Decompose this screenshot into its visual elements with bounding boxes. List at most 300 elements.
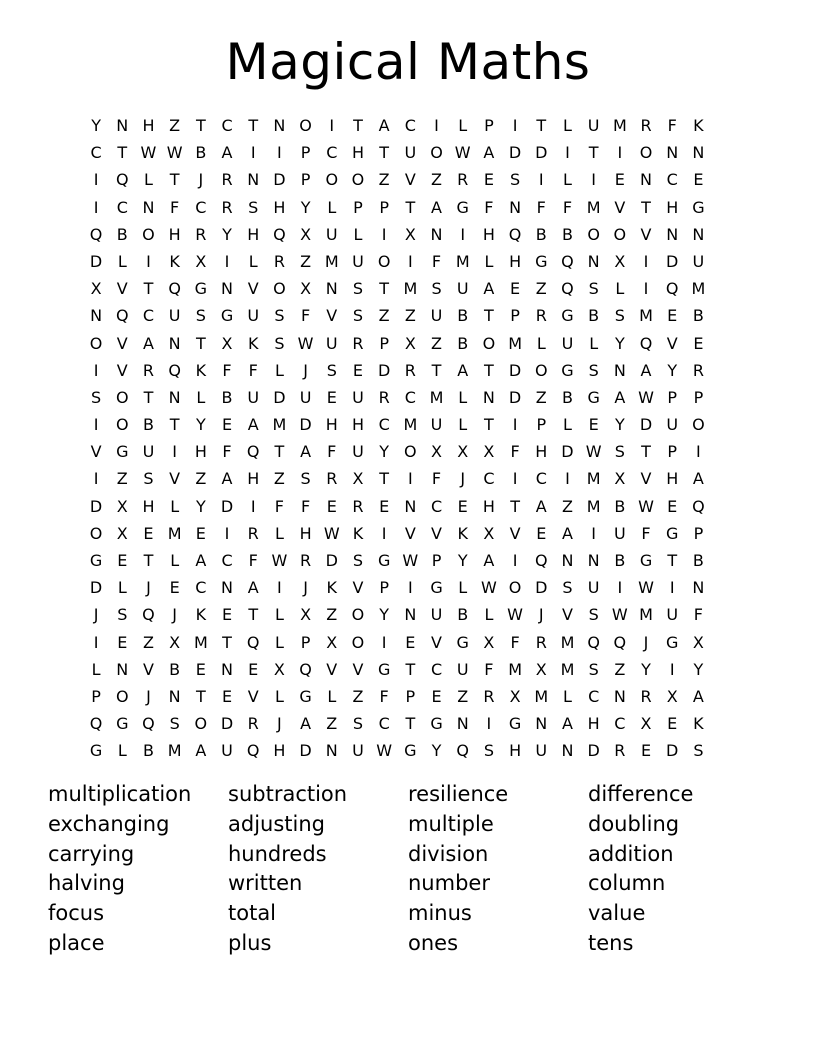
grid-letter: P [405, 686, 416, 706]
grid-letter: A [378, 116, 390, 135]
grid-letter: W [323, 523, 340, 543]
grid-letter: F [431, 469, 442, 489]
grid-letter: X [483, 523, 495, 543]
grid-letter: Y [693, 659, 704, 679]
grid-letter: H [194, 442, 207, 462]
grid-letter: L [274, 605, 284, 625]
grid-letter: D [535, 143, 548, 163]
grid-letter: Y [614, 333, 625, 353]
grid-letter: C [221, 551, 233, 570]
grid-letter: L [353, 224, 363, 244]
grid-letter: W [166, 143, 183, 163]
grid-letter: E [221, 605, 233, 625]
grid-letter: N [168, 387, 181, 407]
word-list-item: number [408, 871, 490, 896]
grid-letter: K [457, 523, 468, 543]
grid-letter: S [300, 469, 311, 489]
grid-letter: L [117, 251, 127, 271]
grid-letter: W [271, 551, 288, 570]
grid-letter: L [274, 632, 284, 652]
grid-letter: D [89, 578, 103, 598]
grid-letter: O [142, 224, 155, 244]
grid-letter: U [299, 387, 312, 407]
grid-letter: Y [379, 442, 390, 462]
grid-letter: P [693, 387, 704, 407]
grid-letter: F [170, 197, 180, 217]
grid-letter: Y [457, 551, 468, 570]
grid-letter: P [536, 415, 547, 435]
grid-letter: P [300, 632, 311, 652]
grid-letter: H [351, 143, 364, 163]
grid-letter: X [614, 251, 626, 271]
grid-letter: X [431, 442, 443, 462]
grid-letter: P [693, 523, 704, 543]
grid-letter: R [142, 360, 155, 380]
grid-letter: D [666, 251, 679, 271]
grid-letter: S [588, 605, 599, 625]
grid-letter: A [561, 523, 573, 543]
grid-letter: U [666, 605, 679, 625]
grid-letter: F [484, 659, 494, 679]
grid-letter: B [561, 224, 573, 244]
grid-letter: S [91, 387, 102, 407]
grid-letter: V [326, 306, 338, 326]
grid-letter: Y [195, 415, 206, 435]
grid-letter: T [195, 116, 206, 135]
grid-letter: O [587, 224, 600, 244]
grid-letter: D [89, 251, 103, 271]
grid-letter: I [93, 197, 99, 217]
grid-letter: H [351, 415, 364, 435]
word-list-item: written [228, 871, 303, 896]
grid-letter: G [430, 578, 443, 598]
grid-letter: X [404, 333, 416, 353]
grid-letter: S [274, 333, 285, 353]
grid-letter: O [89, 523, 103, 543]
grid-letter: P [667, 442, 678, 462]
grid-letter: X [509, 686, 521, 706]
grid-letter: N [640, 170, 653, 190]
grid-letter: K [195, 360, 207, 380]
grid-letter: N [482, 387, 495, 407]
word-list-item: exchanging [48, 811, 170, 836]
grid-letter: E [693, 333, 704, 353]
grid-letter: V [404, 523, 416, 543]
word-list [48, 780, 768, 959]
grid-letter: D [508, 387, 522, 407]
grid-letter: G [692, 197, 705, 217]
grid-letter: E [457, 496, 468, 516]
grid-letter: I [512, 469, 518, 489]
word-list-item: addition [588, 841, 674, 866]
grid-letter: U [352, 251, 364, 271]
grid-letter: L [196, 387, 206, 407]
grid-letter: N [325, 279, 338, 299]
grid-letter: U [666, 415, 679, 435]
grid-letter: Z [404, 306, 416, 326]
grid-letter: V [247, 686, 259, 706]
grid-letter: L [458, 116, 468, 135]
grid-letter: C [221, 116, 233, 135]
grid-letter: C [116, 197, 128, 217]
grid-letter: O [351, 632, 365, 652]
grid-letter: M [403, 415, 418, 435]
grid-letter: J [460, 469, 466, 489]
grid-letter: C [404, 387, 416, 407]
grid-letter: C [430, 496, 443, 516]
word-list-item: halving [48, 871, 125, 896]
word-list-item: total [228, 901, 277, 926]
grid-letter: H [535, 442, 548, 462]
word-list-item: tens [588, 930, 634, 955]
grid-letter: I [381, 224, 387, 244]
grid-letter: O [508, 578, 522, 598]
grid-letter: W [480, 578, 497, 598]
grid-letter: U [692, 251, 705, 271]
grid-letter: K [326, 578, 338, 598]
grid-letter: E [693, 170, 704, 190]
grid-letter: I [669, 578, 675, 598]
grid-letter: Q [115, 306, 129, 326]
grid-letter: A [221, 143, 233, 163]
grid-letter: E [667, 714, 678, 734]
grid-letter: N [666, 224, 679, 244]
grid-letter: S [614, 306, 625, 326]
grid-letter: T [248, 605, 259, 625]
grid-letter: T [641, 197, 651, 217]
grid-letter: R [483, 686, 495, 706]
grid-letter: G [116, 714, 129, 734]
grid-letter: T [195, 686, 206, 706]
grid-letter: T [143, 387, 154, 407]
word-list-item: plus [228, 930, 272, 955]
grid-letter: T [222, 632, 232, 652]
grid-letter: M [167, 741, 182, 761]
grid-letter: U [221, 741, 233, 761]
grid-letter: V [561, 605, 573, 625]
grid-letter: S [352, 714, 364, 734]
grid-letter: V [116, 333, 128, 353]
grid-letter: Q [534, 551, 548, 570]
grid-letter: C [404, 116, 416, 135]
grid-letter: U [247, 387, 260, 407]
grid-letter: L [615, 279, 625, 299]
grid-letter: H [247, 469, 260, 489]
grid-letter: J [538, 605, 544, 625]
grid-letter: F [222, 360, 232, 380]
grid-letter: Z [614, 659, 626, 679]
grid-letter: T [667, 551, 678, 570]
grid-letter: V [247, 279, 259, 299]
grid-letter: E [117, 632, 128, 652]
grid-letter: F [562, 197, 573, 217]
grid-letter: I [512, 116, 518, 135]
grid-letter: B [692, 551, 704, 570]
grid-letter: B [221, 387, 233, 407]
grid-letter: Z [142, 632, 154, 652]
grid-letter: V [614, 197, 626, 217]
grid-letter: H [509, 251, 522, 271]
grid-letter: G [508, 714, 522, 734]
grid-letter: G [116, 442, 129, 462]
grid-letter: I [172, 442, 178, 462]
grid-letter: Q [299, 659, 312, 679]
grid-letter: N [404, 496, 417, 516]
grid-letter: E [405, 632, 416, 652]
grid-letter: P [379, 333, 389, 353]
grid-letter: W [507, 605, 523, 625]
grid-letter: I [407, 251, 413, 271]
grid-letter: T [379, 279, 390, 299]
grid-letter: I [565, 143, 570, 163]
grid-letter: E [667, 496, 678, 516]
grid-letter: M [639, 306, 653, 326]
grid-letter: B [692, 306, 704, 326]
grid-letter: P [379, 197, 389, 217]
grid-letter: I [250, 143, 256, 163]
grid-letter: B [457, 306, 469, 326]
grid-letter: A [457, 360, 469, 380]
grid-letter: K [352, 523, 364, 543]
word-list-item: adjusting [228, 811, 325, 836]
grid-letter: Q [561, 251, 574, 271]
grid-letter: X [640, 714, 652, 734]
grid-letter: R [692, 360, 704, 380]
grid-letter: Y [195, 496, 206, 516]
grid-letter: D [273, 170, 286, 190]
grid-letter: I [277, 143, 282, 163]
grid-letter: T [169, 170, 180, 190]
grid-letter: I [512, 551, 518, 570]
grid-letter: B [614, 496, 626, 516]
grid-letter: C [378, 415, 390, 435]
grid-letter: N [221, 659, 234, 679]
grid-letter: R [300, 551, 312, 570]
grid-letter: X [326, 632, 338, 652]
grid-letter: Q [508, 224, 522, 244]
grid-letter: Q [89, 714, 103, 734]
grid-letter: N [221, 279, 234, 299]
grid-letter: U [430, 306, 443, 326]
grid-letter: S [562, 578, 573, 598]
grid-letter: V [509, 523, 521, 543]
grid-letter: M [403, 279, 418, 299]
grid-letter: L [91, 659, 101, 679]
grid-letter: V [666, 333, 678, 353]
grid-letter: E [640, 741, 652, 761]
grid-letter: A [195, 741, 207, 761]
grid-letter: V [640, 469, 652, 489]
grid-letter: X [195, 251, 207, 271]
grid-letter: C [326, 143, 338, 163]
grid-letter: D [325, 551, 338, 570]
grid-letter: A [561, 714, 573, 734]
grid-letter: T [379, 143, 390, 163]
grid-letter: U [142, 442, 155, 462]
grid-letter: R [614, 741, 626, 761]
grid-letter: E [195, 523, 206, 543]
grid-letter: K [693, 714, 704, 734]
grid-letter: R [535, 306, 547, 326]
grid-letter: C [142, 306, 155, 326]
grid-letter: Q [665, 279, 679, 299]
grid-letter: G [194, 279, 208, 299]
grid-letter: N [561, 551, 574, 570]
grid-letter: G [561, 306, 574, 326]
grid-letter: L [536, 333, 546, 353]
grid-letter: F [536, 197, 546, 217]
word-list-item: focus [48, 901, 105, 926]
grid-letter: U [587, 578, 600, 598]
grid-letter: R [640, 116, 652, 135]
grid-letter: O [299, 116, 312, 135]
grid-letter: S [274, 306, 285, 326]
grid-letter: P [379, 578, 389, 598]
grid-letter: H [509, 741, 522, 761]
grid-letter: X [300, 605, 312, 625]
grid-letter: O [430, 143, 443, 163]
grid-letter: V [352, 578, 364, 598]
grid-letter: L [117, 578, 127, 598]
grid-letter: T [143, 551, 154, 570]
grid-letter: H [482, 224, 495, 244]
grid-letter: S [326, 360, 337, 380]
grid-letter: L [170, 496, 180, 516]
grid-letter: B [614, 551, 626, 570]
grid-letter: A [535, 496, 547, 516]
grid-letter: B [588, 306, 600, 326]
grid-letter: Z [378, 170, 390, 190]
grid-letter: D [535, 578, 548, 598]
grid-letter: X [666, 686, 678, 706]
grid-letter: N [168, 686, 181, 706]
grid-letter: Q [561, 279, 574, 299]
grid-letter: T [484, 306, 494, 326]
grid-letter: Y [641, 659, 651, 679]
word-list-item: carrying [48, 841, 135, 866]
grid-letter: L [563, 415, 572, 435]
grid-letter: D [666, 741, 679, 761]
grid-letter: Y [379, 605, 390, 625]
grid-letter: T [274, 442, 285, 462]
grid-letter: A [483, 551, 495, 570]
grid-letter: J [146, 578, 151, 598]
grid-letter: X [116, 496, 128, 516]
grid-letter: I [486, 714, 492, 734]
grid-letter: N [404, 605, 417, 625]
grid-letter: E [431, 686, 442, 706]
grid-letter: I [643, 251, 649, 271]
word-list-item: minus [408, 901, 472, 926]
grid-letter: E [248, 659, 259, 679]
grid-letter: K [169, 251, 180, 271]
grid-letter: D [561, 442, 574, 462]
grid-letter: N [221, 578, 234, 598]
grid-letter: Q [142, 714, 155, 734]
grid-letter: O [115, 387, 129, 407]
grid-letter: L [144, 170, 153, 190]
word-list-item: value [588, 901, 646, 926]
grid-letter: V [404, 170, 416, 190]
grid-letter: X [90, 279, 102, 299]
grid-letter: X [116, 523, 128, 543]
grid-letter: S [195, 306, 206, 326]
grid-letter: Q [168, 360, 181, 380]
grid-letter: C [535, 469, 547, 489]
grid-letter: T [405, 197, 416, 217]
grid-letter: U [456, 659, 469, 679]
grid-letter: E [510, 279, 521, 299]
grid-letter: I [565, 469, 570, 489]
grid-letter: G [666, 523, 679, 543]
grid-letter: O [534, 360, 548, 380]
grid-letter: X [352, 469, 364, 489]
grid-letter: W [140, 143, 157, 163]
grid-letter: U [325, 224, 338, 244]
grid-letter: X [300, 279, 312, 299]
grid-letter: M [508, 333, 522, 353]
grid-letter: Z [195, 469, 207, 489]
grid-letter: G [639, 551, 653, 570]
grid-letter: M [560, 659, 575, 679]
grid-letter: T [353, 116, 363, 135]
grid-letter: D [508, 143, 522, 163]
grid-letter: X [221, 333, 233, 353]
grid-letter: D [273, 387, 286, 407]
grid-letter: P [431, 551, 442, 570]
grid-letter: H [142, 496, 155, 516]
grid-letter: L [170, 551, 180, 570]
grid-letter: E [379, 496, 390, 516]
grid-letter: A [483, 143, 495, 163]
grid-letter: S [588, 279, 599, 299]
grid-letter: I [381, 523, 387, 543]
grid-letter: F [641, 523, 651, 543]
grid-letter: S [588, 360, 599, 380]
grid-letter: A [483, 279, 495, 299]
grid-letter: L [274, 523, 284, 543]
grid-letter: N [430, 224, 443, 244]
grid-letter: O [351, 605, 365, 625]
grid-letter: Z [431, 170, 443, 190]
grid-letter: V [169, 469, 181, 489]
grid-letter: F [274, 496, 284, 516]
grid-letter: A [195, 551, 207, 570]
grid-letter: Z [116, 469, 128, 489]
grid-letter: G [430, 714, 443, 734]
grid-letter: Q [89, 224, 103, 244]
grid-letter: Q [587, 632, 600, 652]
grid-letter: Q [246, 442, 260, 462]
grid-letter: O [115, 415, 129, 435]
grid-letter: O [613, 224, 627, 244]
grid-letter: S [588, 659, 599, 679]
grid-letter: T [405, 714, 416, 734]
grid-letter: G [89, 741, 103, 761]
grid-letter: H [325, 415, 338, 435]
grid-letter: M [534, 686, 549, 706]
grid-letter: S [483, 741, 494, 761]
grid-letter: X [614, 469, 626, 489]
grid-letter: T [143, 279, 154, 299]
grid-letter: U [613, 523, 626, 543]
grid-letter: E [536, 523, 547, 543]
grid-letter: W [402, 551, 419, 570]
word-list-item: difference [588, 782, 694, 806]
grid-letter: J [643, 632, 649, 652]
grid-letter: J [303, 578, 308, 598]
grid-letter: C [666, 170, 678, 190]
